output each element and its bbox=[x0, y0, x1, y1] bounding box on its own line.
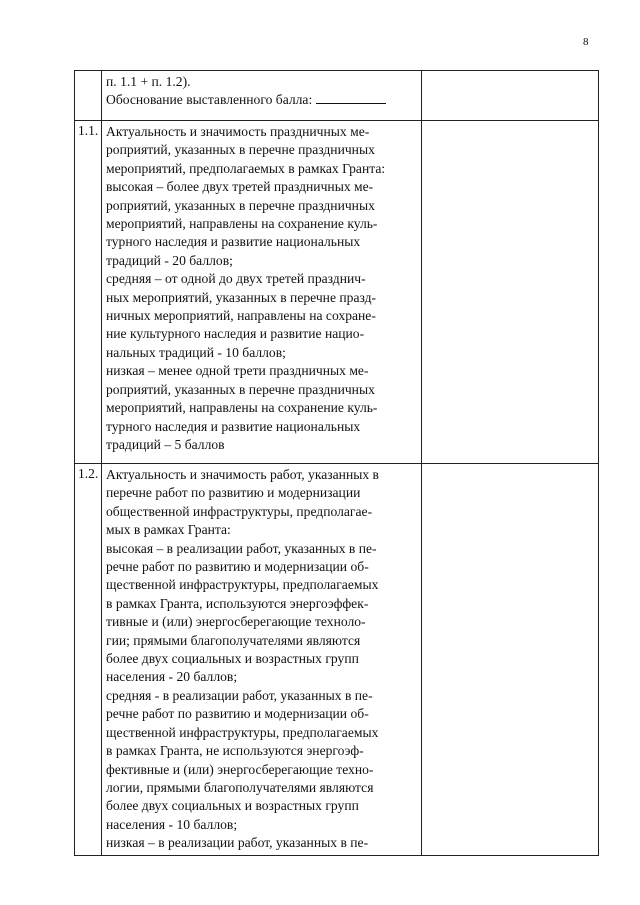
page-number: 8 bbox=[583, 36, 589, 48]
description-line: роприятий, указанных в перечне праздничных bbox=[106, 381, 375, 397]
table-row bbox=[75, 464, 599, 856]
description-line: роприятий, указанных в перечне праздничных bbox=[106, 197, 375, 213]
description-line: перечне работ по развитию и модернизации bbox=[106, 485, 361, 501]
description-line: мероприятий, предполагаемых в рамках Гранта: bbox=[106, 160, 386, 176]
description-line: речне работ по развитию и модернизации об- bbox=[106, 706, 369, 722]
score-cell bbox=[422, 121, 599, 464]
description-line: средняя – от одной до двух третей празднич- bbox=[106, 271, 366, 287]
criterion-number: 1.2. bbox=[75, 464, 102, 856]
description-line: тивные и (или) энергосберегающие техноло- bbox=[106, 614, 366, 630]
description-line: населения - 20 баллов; bbox=[106, 669, 238, 685]
table-row bbox=[75, 121, 599, 464]
description-line: ничных мероприятий, направлены на сохране- bbox=[106, 308, 376, 324]
score-cell bbox=[422, 464, 599, 856]
description-line: Актуальность и значимость праздничных ме- bbox=[106, 124, 370, 139]
criterion-number bbox=[75, 71, 102, 121]
description-line: в рамках Гранта, используются энергоэффек- bbox=[106, 595, 369, 611]
description-line: высокая – более двух третей праздничных ме- bbox=[106, 179, 374, 195]
description-line: низкая – в реализации работ, указанных в пе- bbox=[106, 835, 369, 851]
description-line: Актуальность и значимость работ, указанных в bbox=[106, 467, 379, 482]
table-row bbox=[75, 71, 599, 121]
description-line: традиций – 5 баллов bbox=[106, 436, 225, 452]
description-line: более двух социальных и возрастных групп bbox=[106, 651, 359, 667]
description-line: турного наследия и развитие национальных bbox=[106, 234, 361, 250]
description-line: щественной инфраструктуры, предполагаемых bbox=[106, 577, 379, 593]
description-line: речне работ по развитию и модернизации об- bbox=[106, 559, 369, 575]
description-line: роприятий, указанных в перечне праздничных bbox=[106, 142, 375, 158]
description-line: мероприятий, направлены на сохранение куль- bbox=[106, 400, 378, 416]
criteria-table bbox=[74, 70, 599, 856]
description-line: Обоснование выставленного балла: bbox=[106, 92, 316, 108]
description-line: общественной инфраструктуры, предполагае- bbox=[106, 503, 373, 519]
description-line: нальных традиций - 10 баллов; bbox=[106, 344, 286, 360]
description-line: населения - 10 баллов; bbox=[106, 816, 238, 832]
description-line: ных мероприятий, указанных в перечне празд- bbox=[106, 289, 377, 305]
score-cell bbox=[422, 71, 599, 121]
description-line: более двух социальных и возрастных групп bbox=[106, 798, 359, 814]
criterion-description bbox=[102, 121, 422, 464]
description-line: мероприятий, направлены на сохранение куль- bbox=[106, 216, 378, 232]
description-line: ние культурного наследия и развитие нацио- bbox=[106, 326, 365, 342]
description-line: фективные и (или) энергосберегающие техно- bbox=[106, 761, 374, 777]
criterion-description bbox=[102, 464, 422, 856]
description-line: щественной инфраструктуры, предполагаемых bbox=[106, 724, 379, 740]
criterion-number: 1.1. bbox=[75, 121, 102, 464]
description-line: турного наследия и развитие национальных bbox=[106, 418, 361, 434]
description-line: в рамках Гранта, не используются энергоэф- bbox=[106, 743, 364, 759]
description-line: высокая – в реализации работ, указанных в пе- bbox=[106, 540, 377, 556]
description-line: традиций - 20 баллов; bbox=[106, 252, 233, 268]
description-line: п. 1.1 + п. 1.2). bbox=[106, 74, 191, 89]
criterion-description bbox=[102, 71, 422, 121]
description-line: средняя - в реализации работ, указанных в пе- bbox=[106, 687, 373, 703]
description-line: логии, прямыми благополучателями являются bbox=[106, 779, 374, 795]
description-line: гии; прямыми благополучателями являются bbox=[106, 632, 361, 648]
description-line: низкая – менее одной трети праздничных ме- bbox=[106, 363, 369, 379]
score-justification-blank bbox=[316, 91, 386, 104]
description-line: мых в рамках Гранта: bbox=[106, 522, 231, 538]
